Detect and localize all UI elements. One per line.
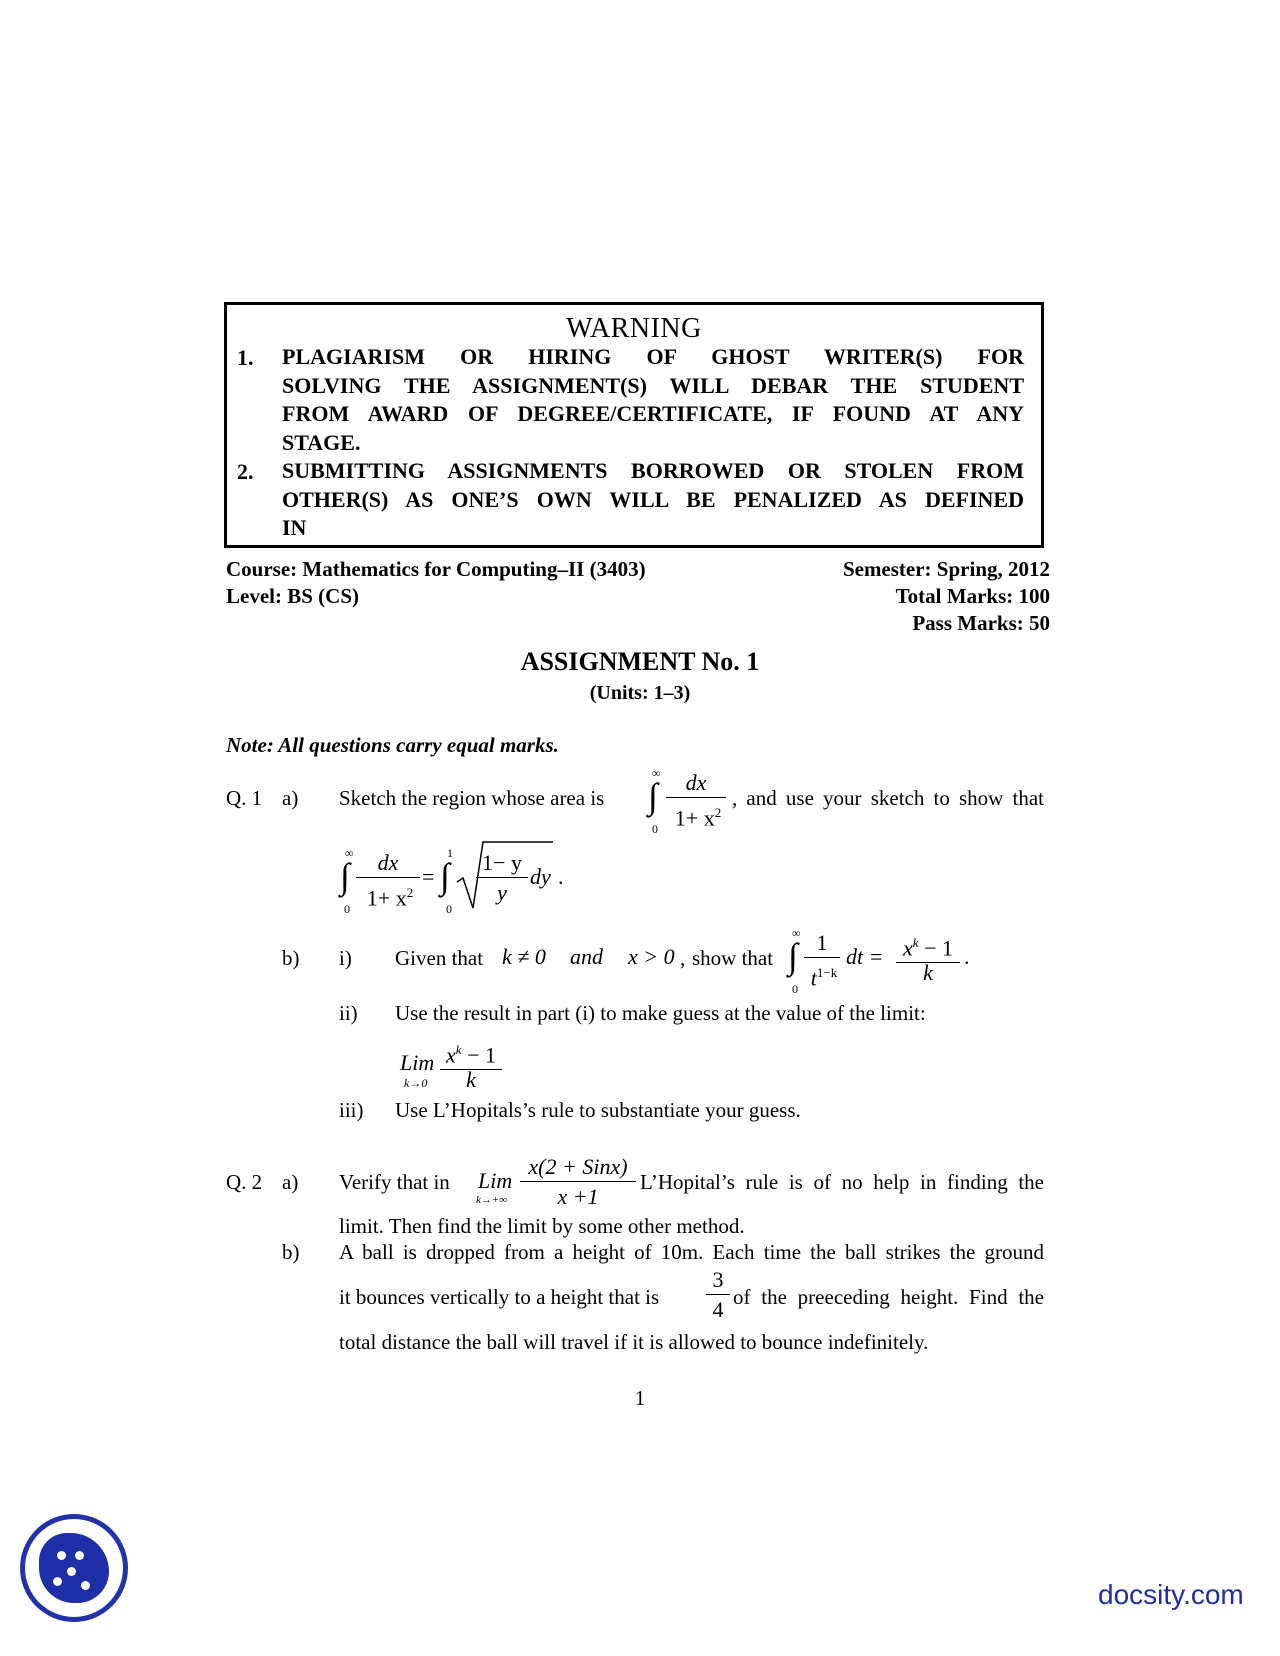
q1bi-frac1-den [804, 959, 844, 992]
q2a-lim-sub: k→+∞ [476, 1194, 508, 1206]
warning-item-1-number: 1. [237, 345, 254, 370]
warning-item-2-line-2: OTHER(S) AS ONE’S OWN WILL BE PENALIZED AS DEFINED [282, 486, 1024, 512]
q1bi-comma: , [680, 946, 686, 970]
q1-b-iii-text: Use L’Hopitals’s rule to substantiate your guess. [395, 1098, 801, 1122]
logo-shape [39, 1533, 109, 1603]
warning-item-2-number: 2. [237, 459, 254, 484]
q1bi-x-gt-0: x > 0 [628, 944, 675, 969]
q2a-lim: Lim [478, 1168, 513, 1193]
q1bi-int-upper: ∞ [792, 926, 801, 940]
q1bi-k-ne-0: k ≠ 0 [502, 944, 546, 969]
q2-b-text-3: total distance the ball will travel if it is allowed to bounce indefinitely. [339, 1330, 929, 1354]
logo-dot [81, 1581, 90, 1590]
q1-a-label: a) [282, 786, 299, 810]
q1eq-integral-1: ∫ [340, 856, 350, 896]
q1-b-iii-label: iii) [339, 1098, 364, 1122]
q1bi-frac1-num: 1 [804, 929, 840, 958]
page-number: 1 [634, 1386, 646, 1410]
q1bi-integral: ∫ [788, 936, 798, 976]
q1eq-sqrt-num: 1− y [476, 849, 528, 878]
q1eq-equals: = [422, 864, 435, 889]
q1a-frac-num [666, 769, 726, 798]
q1bi-frac2-den: k [923, 960, 933, 985]
q1-b-i-text-1: Given that [395, 946, 484, 970]
q1-label: Q. 1 [226, 786, 263, 810]
level-line: Level: BS (CS) [226, 584, 359, 608]
q2-b-label: b) [282, 1240, 300, 1264]
q2-a-label: a) [282, 1170, 299, 1194]
q1a-den-text: 1+ x [674, 805, 715, 831]
q1bii-lim-sub: k→0 [404, 1076, 428, 1090]
q2-a-text-3: limit. Then find the limit by some other method. [339, 1214, 745, 1238]
q1-b-ii-text: Use the result in part (i) to make guess at the value of the limit: [395, 1001, 926, 1025]
docsity-brand-link[interactable]: docsity.com [1098, 1579, 1244, 1610]
q1eq-den-text: 1+ x [366, 885, 407, 911]
warning-title: WARNING [566, 313, 702, 344]
q1a-int-upper: ∞ [652, 766, 661, 780]
q1eq-frac-num [356, 849, 420, 878]
q2b-frac-den: 4 [712, 1297, 724, 1322]
assignment-units: (Units: 1–3) [589, 682, 691, 704]
q2-a-text-2: L’Hopital’s rule is of no help in finding the [640, 1170, 1044, 1194]
q2-b-text-2b: of the preeceding height. Find the [733, 1285, 1044, 1309]
q1eq-period: . [558, 864, 564, 889]
total-marks-line: Total Marks: 100 [895, 584, 1050, 608]
q1-b-i-label: i) [339, 946, 352, 970]
warning-item-2-line-3: IN [282, 515, 307, 540]
q1-b-ii-label: ii) [339, 1001, 358, 1025]
q2a-frac-num: x(2 + Sinx) [520, 1153, 636, 1182]
q2-a-text-1: Verify that in [339, 1170, 450, 1194]
q1a-exp: 2 [714, 805, 722, 820]
docsity-logo-icon[interactable] [20, 1514, 128, 1622]
warning-item-2-line-1: SUBMITTING ASSIGNMENTS BORROWED OR STOLEN FROM [282, 458, 1024, 483]
q1eq-int2-upper: 1 [447, 846, 453, 860]
warning-item-1-line-2: SOLVING THE ASSIGNMENT(S) WILL DEBAR THE STUDENT [282, 372, 1024, 398]
q1bi-x-exp: k [912, 935, 919, 950]
q1eq-int2-lower: 0 [446, 902, 452, 916]
course-line: Course: Mathematics for Computing–II (3403) [226, 557, 646, 581]
q1a-frac-den [666, 799, 730, 832]
q1eq-integral-2: ∫ [440, 856, 450, 896]
q2b-frac-num: 3 [706, 1266, 730, 1295]
q1a-integral-sign: ∫ [648, 776, 658, 816]
assignment-title: ASSIGNMENT No. 1 [520, 647, 760, 676]
q2-b-text-2a: it bounces vertically to a height that is [339, 1285, 660, 1309]
q1eq-dy: dy [530, 864, 551, 889]
logo-dot [53, 1577, 62, 1586]
q1a-dx: dx [685, 770, 707, 795]
logo-dot [67, 1567, 76, 1576]
warning-item-1-line-1: PLAGIARISM OR HIRING OF GHOST WRITER(S) FOR [282, 344, 1024, 369]
q1eq-exp: 2 [406, 885, 414, 900]
logo-dot [75, 1551, 84, 1560]
q1bi-and: and [570, 944, 603, 969]
q1bi-int-lower: 0 [792, 982, 798, 996]
logo-dot [57, 1551, 66, 1560]
q1bii-x-exp: k [455, 1042, 462, 1057]
q1bii-x: x [446, 1042, 456, 1068]
q1bii-minus1: − 1 [461, 1042, 496, 1068]
q1eq-sqrt-den: y [497, 880, 507, 905]
q1bii-frac-den: k [466, 1067, 476, 1092]
semester-line: Semester: Spring, 2012 [842, 557, 1050, 581]
q1eq-int1-lower: 0 [344, 902, 350, 916]
q1bi-t: t [810, 965, 817, 991]
warning-item-1-line-3: FROM AWARD OF DEGREE/CERTIFICATE, IF FOUND AT ANY [282, 401, 1024, 426]
q1eq-int1-upper: ∞ [345, 846, 354, 860]
q1-a-text-1: Sketch the region whose area is [339, 786, 605, 810]
q1bi-period: . [964, 944, 970, 969]
q1eq-frac-den [356, 879, 424, 912]
q1bi-x: x [903, 935, 913, 961]
q2-b-text-1: A ball is dropped from a height of 10m. Each time the ball strikes the ground [339, 1240, 1044, 1264]
q1a-int-lower: 0 [652, 822, 658, 836]
q2-label: Q. 2 [226, 1170, 263, 1194]
warning-item-1-line-4: STAGE. [282, 429, 361, 455]
q1-a-text-2: , and use your sketch to show that [732, 786, 1044, 810]
q1bi-t-exp: 1−k [816, 965, 838, 980]
q1bi-dt: dt = [846, 944, 884, 969]
pass-marks-line: Pass Marks: 50 [912, 611, 1050, 635]
assignment-note: Note: All questions carry equal marks. [226, 733, 559, 757]
q1-b-label: b) [282, 946, 300, 970]
q1eq-dx: dx [377, 850, 399, 875]
q1bii-lim: Lim [400, 1050, 435, 1075]
q1-b-i-text-2: show that [692, 946, 774, 970]
q2a-frac-den: x +1 [557, 1184, 599, 1209]
warning-box [224, 302, 1044, 548]
q1bi-minus1: − 1 [918, 935, 953, 961]
